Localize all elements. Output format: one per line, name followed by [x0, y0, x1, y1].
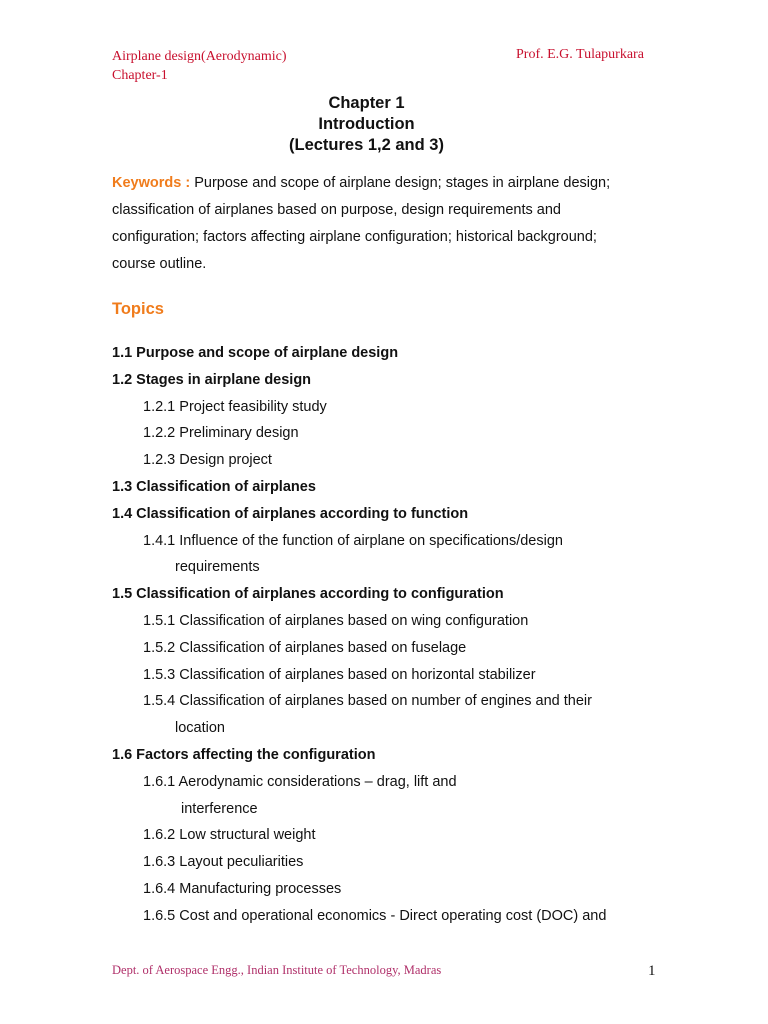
toc-subitem: 1.6.3 Layout peculiarities [143, 854, 304, 871]
lecture-range: (Lectures 1,2 and 3) [289, 136, 444, 154]
toc-item: 1.6 Factors affecting the configuration [112, 746, 376, 763]
toc-item: 1.2 Stages in airplane design [112, 371, 312, 388]
keywords-label: Keywords : [112, 175, 191, 191]
chapter-number: Chapter 1 [328, 94, 405, 112]
topics-heading: Topics [112, 300, 164, 318]
footer-department: Dept. of Aerospace Engg., Indian Institute of Technology, Madras [112, 963, 442, 977]
toc-subitem: 1.5.3 Classification of airplanes based on horizontal stabilizer [143, 666, 536, 683]
toc-subitem: 1.6.2 Low structural weight [143, 827, 316, 844]
chapter-label: Chapter-1 [112, 68, 168, 83]
toc-subitem: 1.5.4 Classification of airplanes based on number of engines and their location [143, 693, 592, 737]
toc-item: 1.1 Purpose and scope of airplane design [112, 345, 399, 361]
course-title: Airplane design(Aerodynamic) [112, 49, 287, 64]
toc-subitem: 1.6.5 Cost and operational economics - Direct operating cost (DOC) and [143, 907, 607, 924]
chapter-title [0, 93, 733, 156]
topics-list [112, 340, 672, 930]
toc-subitem: 1.2.1 Project feasibility study [143, 398, 327, 415]
toc-subitem: 1.5.1 Classification of airplanes based on wing configuration [143, 612, 529, 629]
toc-item: 1.3 Classification of airplanes [112, 478, 316, 495]
toc-subitem: 1.5.2 Classification of airplanes based on fuselage [143, 639, 467, 656]
toc-item: 1.4 Classification of airplanes according to function [112, 505, 469, 522]
chapter-name: Introduction [318, 115, 415, 133]
running-header-left [112, 47, 287, 85]
toc-subitem: 1.6.1 Aerodynamic considerations – drag, lift and interference [143, 773, 457, 817]
toc-subitem: 1.2.3 Design project [143, 452, 272, 469]
keywords-text: Purpose and scope of airplane design; stages in airplane design; classification of airplanes based on purpose, design requirements and configuration; factors affecting airplane configuration; historical background; course outline. [112, 175, 611, 272]
toc-item: 1.5 Classification of airplanes according to configuration [112, 586, 504, 603]
toc-subitem: 1.2.2 Preliminary design [143, 425, 299, 442]
toc-subitem: 1.6.4 Manufacturing processes [143, 880, 342, 897]
keywords-paragraph [112, 170, 632, 278]
page-number: 1 [648, 963, 656, 979]
toc-subitem: 1.4.1 Influence of the function of airplane on specifications/design requirements [143, 532, 563, 576]
author-name: Prof. E.G. Tulapurkara [516, 47, 644, 62]
